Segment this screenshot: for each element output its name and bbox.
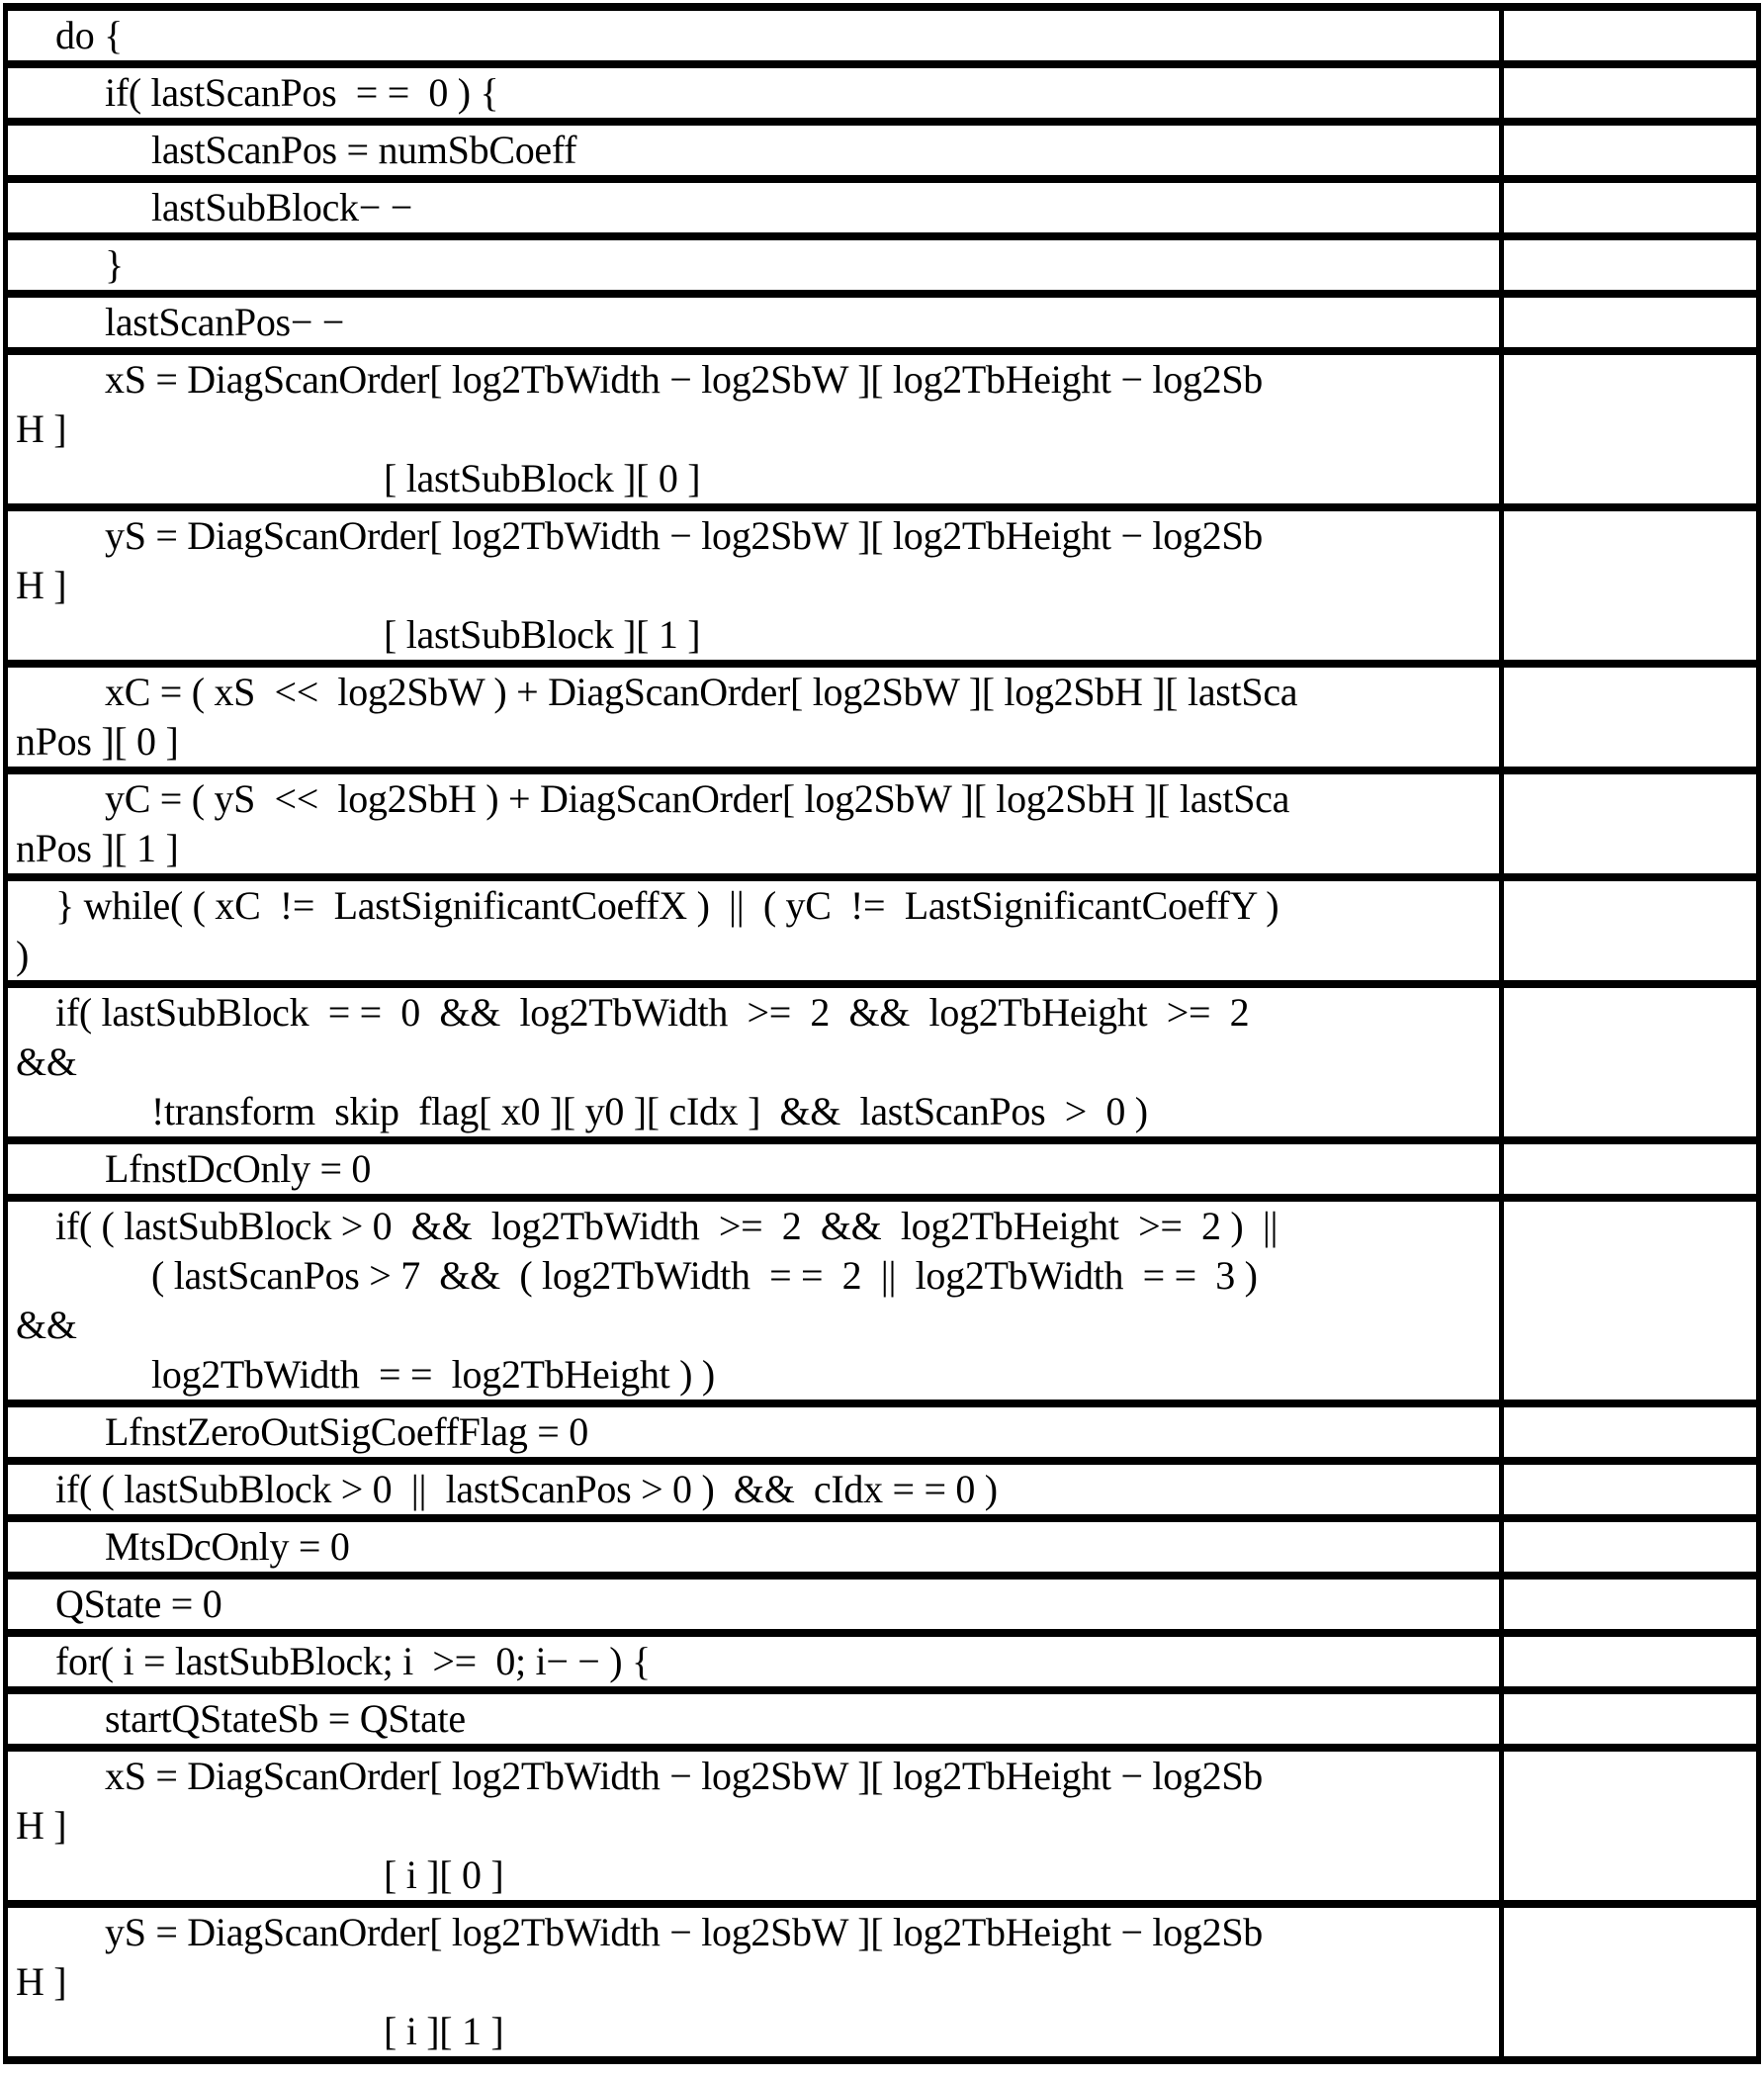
syntax-cell <box>6 1140 1502 1198</box>
syntax-cell <box>6 1403 1502 1461</box>
descriptor-cell <box>1502 1461 1759 1518</box>
descriptor-cell <box>1502 179 1759 236</box>
code-line: [ i ][ 1 ] <box>384 2009 504 2053</box>
code-line: lastScanPos = numSbCoeff <box>151 128 577 172</box>
syntax-cell <box>6 179 1502 236</box>
syntax-cell <box>6 770 1502 877</box>
syntax-row <box>6 1198 1759 1403</box>
syntax-cell <box>6 664 1502 770</box>
code-line: !transform skip flag[ x0 ][ y0 ][ cIdx ] && lastScanPos > 0 ) <box>151 1089 1148 1133</box>
syntax-cell <box>6 984 1502 1140</box>
descriptor-cell <box>1502 7 1759 64</box>
code-line: ) <box>16 933 30 977</box>
syntax-cell <box>6 64 1502 122</box>
descriptor-cell <box>1502 770 1759 877</box>
syntax-cell <box>6 1461 1502 1518</box>
code-line: startQStateSb = QState <box>105 1696 466 1741</box>
syntax-table-body <box>6 7 1759 2060</box>
syntax-row <box>6 1461 1759 1518</box>
descriptor-cell <box>1502 984 1759 1140</box>
syntax-row <box>6 236 1759 294</box>
descriptor-cell <box>1502 351 1759 507</box>
descriptor-cell <box>1502 1140 1759 1198</box>
code-line: xS = DiagScanOrder[ log2TbWidth − log2SbW ][ log2TbHeight − log2Sb <box>105 1754 1263 1798</box>
syntax-row <box>6 1904 1759 2060</box>
descriptor-cell <box>1502 236 1759 294</box>
code-line: xS = DiagScanOrder[ log2TbWidth − log2SbW ][ log2TbHeight − log2Sb <box>105 357 1263 402</box>
syntax-cell <box>6 351 1502 507</box>
descriptor-cell <box>1502 1403 1759 1461</box>
descriptor-cell <box>1502 64 1759 122</box>
syntax-row <box>6 179 1759 236</box>
code-line: [ i ][ 0 ] <box>384 1852 504 1897</box>
code-line: MtsDcOnly = 0 <box>105 1524 350 1569</box>
code-line: lastSubBlock− − <box>151 185 412 229</box>
syntax-cell <box>6 877 1502 984</box>
code-line: H ] <box>16 1959 67 2004</box>
syntax-cell <box>6 1198 1502 1403</box>
code-line: yC = ( yS << log2SbH ) + DiagScanOrder[ log2SbW ][ log2SbH ][ lastSca <box>105 776 1290 821</box>
syntax-row <box>6 1690 1759 1748</box>
descriptor-cell <box>1502 1198 1759 1403</box>
syntax-row <box>6 1140 1759 1198</box>
code-line: if( ( lastSubBlock > 0 || lastScanPos > 0 ) && cIdx = = 0 ) <box>55 1467 998 1511</box>
syntax-row <box>6 122 1759 179</box>
syntax-cell <box>6 1904 1502 2060</box>
syntax-cell <box>6 507 1502 664</box>
syntax-cell <box>6 7 1502 64</box>
code-line: LfnstDcOnly = 0 <box>105 1146 372 1191</box>
code-line: QState = 0 <box>55 1581 222 1626</box>
syntax-row <box>6 877 1759 984</box>
code-line: ( lastScanPos > 7 && ( log2TbWidth = = 2 || log2TbWidth = = 3 ) <box>151 1253 1258 1298</box>
syntax-cell <box>6 122 1502 179</box>
code-line: lastScanPos− − <box>105 300 345 344</box>
syntax-row <box>6 984 1759 1140</box>
syntax-row <box>6 64 1759 122</box>
code-line: H ] <box>16 563 67 607</box>
syntax-cell <box>6 1518 1502 1576</box>
code-line: yS = DiagScanOrder[ log2TbWidth − log2SbW ][ log2TbHeight − log2Sb <box>105 513 1263 558</box>
code-line: yS = DiagScanOrder[ log2TbWidth − log2SbW ][ log2TbHeight − log2Sb <box>105 1910 1263 1954</box>
code-line: for( i = lastSubBlock; i >= 0; i− − ) { <box>55 1639 651 1683</box>
descriptor-cell <box>1502 877 1759 984</box>
code-line: if( lastScanPos = = 0 ) { <box>105 70 499 115</box>
code-line: LfnstZeroOutSigCoeffFlag = 0 <box>105 1409 588 1454</box>
descriptor-cell <box>1502 1690 1759 1748</box>
code-line: nPos ][ 1 ] <box>16 826 179 870</box>
syntax-row <box>6 770 1759 877</box>
descriptor-cell <box>1502 507 1759 664</box>
code-line: do { <box>55 13 123 57</box>
code-line: [ lastSubBlock ][ 1 ] <box>384 612 701 657</box>
code-line: nPos ][ 0 ] <box>16 719 179 764</box>
syntax-row <box>6 351 1759 507</box>
syntax-row <box>6 294 1759 351</box>
code-line: if( lastSubBlock = = 0 && log2TbWidth >= 2 && log2TbHeight >= 2 <box>55 990 1250 1035</box>
syntax-row <box>6 1576 1759 1633</box>
code-line: H ] <box>16 407 67 451</box>
syntax-row <box>6 1633 1759 1690</box>
syntax-row <box>6 507 1759 664</box>
syntax-cell <box>6 236 1502 294</box>
syntax-row <box>6 1403 1759 1461</box>
syntax-row <box>6 7 1759 64</box>
syntax-cell <box>6 1633 1502 1690</box>
descriptor-cell <box>1502 294 1759 351</box>
code-line: H ] <box>16 1803 67 1848</box>
syntax-cell <box>6 1690 1502 1748</box>
syntax-row <box>6 1748 1759 1904</box>
syntax-row <box>6 664 1759 770</box>
syntax-cell <box>6 1576 1502 1633</box>
code-line: if( ( lastSubBlock > 0 && log2TbWidth >= 2 && log2TbHeight >= 2 ) || <box>55 1204 1279 1248</box>
code-line: xC = ( xS << log2SbW ) + DiagScanOrder[ log2SbW ][ log2SbH ][ lastSca <box>105 670 1298 714</box>
descriptor-cell <box>1502 1748 1759 1904</box>
code-line: && <box>16 1039 77 1084</box>
code-line: && <box>16 1303 77 1347</box>
code-line: log2TbWidth = = log2TbHeight ) ) <box>151 1352 715 1397</box>
code-line: } <box>105 242 124 287</box>
descriptor-cell <box>1502 1904 1759 2060</box>
syntax-cell <box>6 1748 1502 1904</box>
code-line: } while( ( xC != LastSignificantCoeffX ) || ( yC != LastSignificantCoeffY ) <box>55 883 1279 928</box>
code-line: [ lastSubBlock ][ 0 ] <box>384 456 701 500</box>
descriptor-cell <box>1502 1576 1759 1633</box>
syntax-row <box>6 1518 1759 1576</box>
syntax-table <box>3 3 1761 2064</box>
descriptor-cell <box>1502 1633 1759 1690</box>
descriptor-cell <box>1502 122 1759 179</box>
descriptor-cell <box>1502 1518 1759 1576</box>
syntax-cell <box>6 294 1502 351</box>
descriptor-cell <box>1502 664 1759 770</box>
